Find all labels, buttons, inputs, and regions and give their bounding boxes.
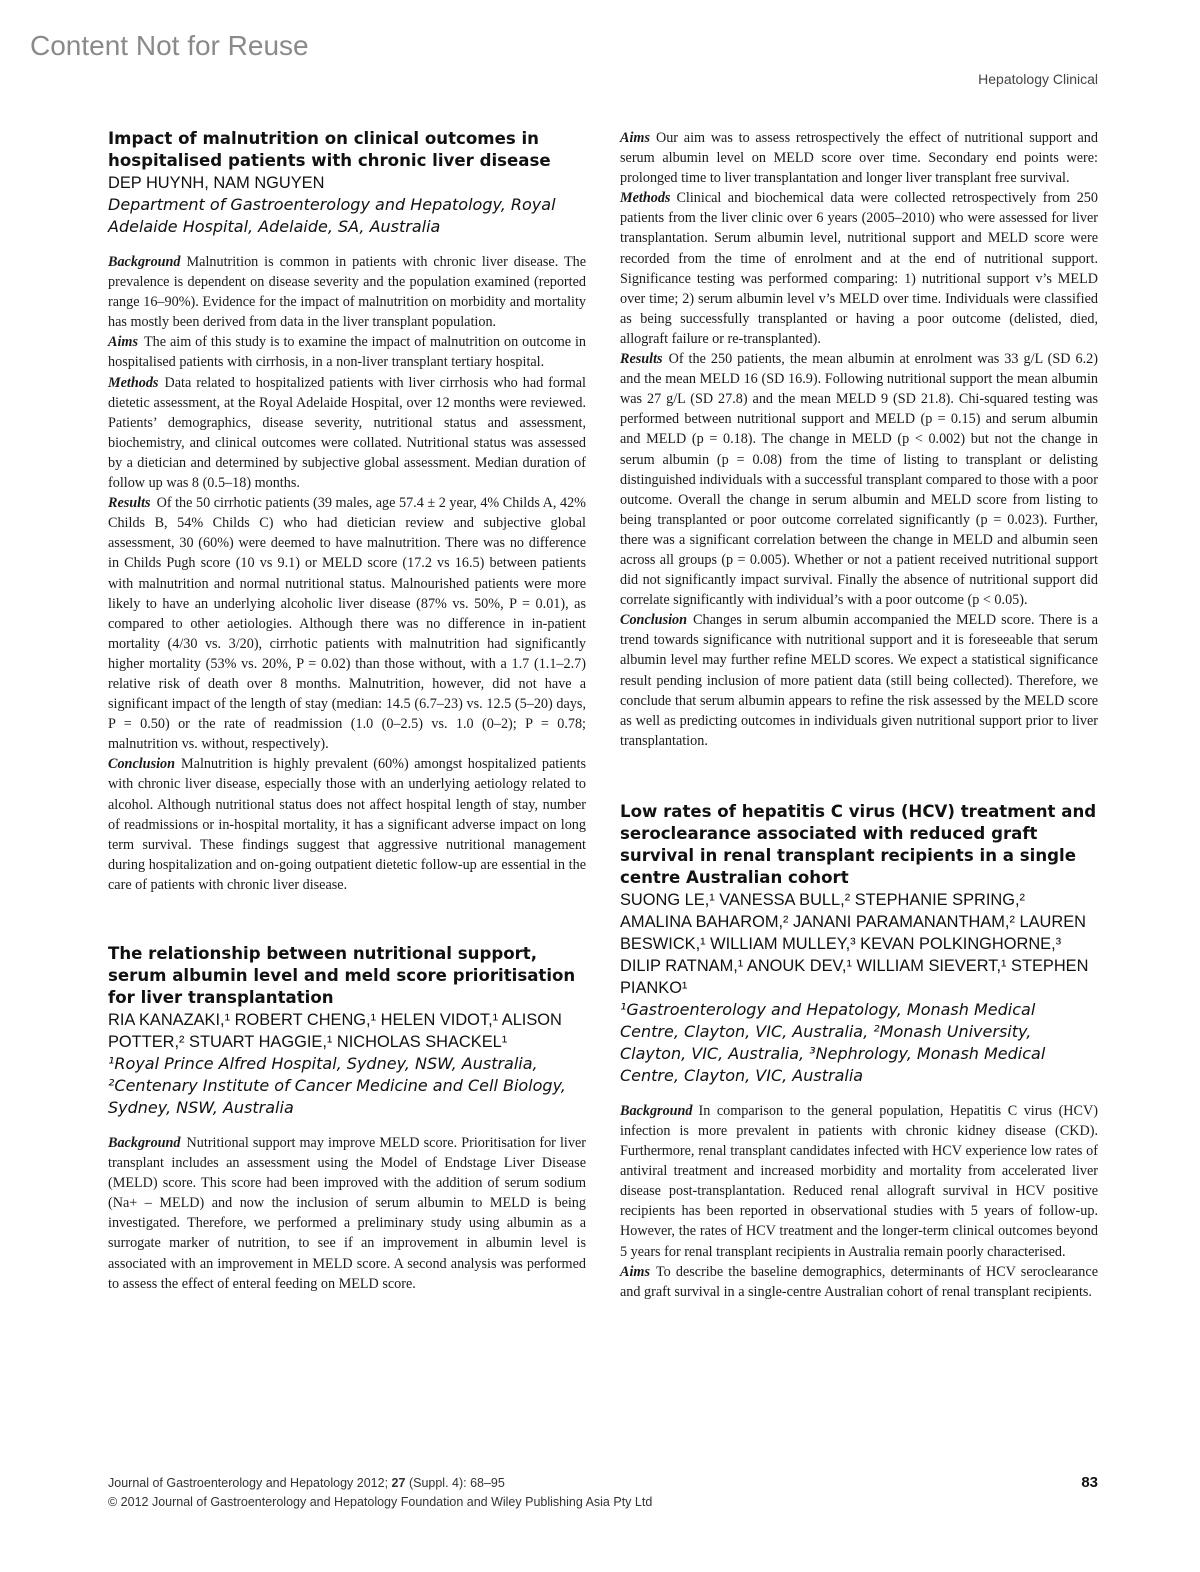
abstract-2-continued [620, 128, 1098, 751]
right-column [620, 128, 1098, 1302]
abstract-affiliation: ¹Gastroenterology and Hepatology, Monash Medical Centre, Clayton, VIC, Australia, ²Monash University, Clayton, VIC, Australia, ³Nephrology, Monash Medical Centre, Clayton, VIC, Australia [620, 999, 1046, 1085]
section-label: Methods [620, 190, 671, 207]
abstract-section [620, 1262, 1098, 1302]
section-label: Conclusion [108, 756, 176, 773]
abstract-section [108, 332, 586, 372]
spacer [108, 895, 586, 943]
abstract-section [108, 1133, 586, 1294]
abstract-affiliation: Department of Gastroenterology and Hepatology, Royal Adelaide Hospital, Adelaide, SA, Australia [108, 195, 556, 236]
section-text: Malnutrition is highly prevalent (60%) amongst hospitalized patients with chronic liver disease, especially those with an underlying aetiology related to alcohol. Although nutritional status does not affect hospital length of stay, number of readmissions or in-hospital mortality, it has a significant adverse impact on long term survival. These findings suggest that aggressive nutritional management during hospitalization and on-going outpatient dietetic follow-up are essential in the care of patients with chronic liver disease. [108, 756, 586, 893]
section-text: Of the 250 patients, the mean albumin at enrolment was 33 g/L (SD 6.2) and the mean MELD 16 (SD 16.9). Following nutritional support the mean albumin was 27 g/L (SD 27.8) and the mean MELD 9 (SD 21.8). Chi-squared testing was performed between nutritional support and MELD (p = 0.15) and serum albumin and MELD (p = 0.18). The change in MELD (p < 0.002) but not the change in serum albumin (p = 0.08) from the time of listing to transplant or delisting distinguished individuals with a successful transplant compared to those with a poor outcome. Overall the change in serum albumin and MELD score from listing to being transplanted or poor outcome correlated significantly (p = 0.023). Further, there was a significant correlation between the change in MELD and albumin seen across all groups (p = 0.005). Whether or not a patient received nutritional support did not significantly impact survival. Finally the absence of nutritional support did correlate significantly with individual’s with a poor outcome (p < 0.05). [620, 351, 1098, 609]
abstract-authors: SUONG LE,¹ VANESSA BULL,² STEPHANIE SPRING,² AMALINA BAHAROM,² JANANI PARAMANANTHAM,² LAUREN BESWICK,¹ WILLIAM MULLEY,³ KEVAN POLKINGHORNE,³ DILIP RATNAM,¹ ANOUK DEV,¹ WILLIAM SIEVERT,¹ STEPHEN PIANKO¹ [620, 890, 1089, 997]
abstract-section [108, 493, 586, 754]
abstract-section [620, 349, 1098, 610]
section-label: Aims [108, 334, 138, 351]
section-label: Background [108, 1135, 181, 1151]
section-text: Nutritional support may improve MELD score. Prioritisation for liver transplant includes an assessment using the Model of Endstage Liver Disease (MELD) score. This score had been improved with the addition of serum sodium (Na+ – MELD) and now the inclusion of serum albumin to MELD is being investigated. Therefore, we performed a preliminary study using albumin as a surrogate marker of nutrition, to see if an improvement in albumin level is associated with an improvement in MELD score. A second analysis was performed to assess the effect of enteral feeding on MELD score. [108, 1135, 586, 1292]
abstract-title: Low rates of hepatitis C virus (HCV) treatment and seroclearance associated with reduced graft survival in renal transplant recipients in a single centre Australian cohort [620, 801, 1097, 887]
section-text: To describe the baseline demographics, determinants of HCV seroclearance and graft survival in a single-centre Australian cohort of renal transplant recipients. [620, 1263, 1098, 1300]
abstract-affiliation: ¹Royal Prince Alfred Hospital, Sydney, NSW, Australia, ²Centenary Institute of Cancer Medicine and Cell Biology, Sydney, NSW, Australia [108, 1054, 566, 1117]
abstract-section [620, 188, 1098, 349]
abstract-section [620, 610, 1098, 751]
section-label: Results [620, 351, 663, 368]
abstract-section [108, 754, 586, 895]
section-label: Aims [620, 130, 650, 146]
abstract-title: The relationship between nutritional support, serum albumin level and meld score prioritisation for liver transplantation [108, 944, 576, 1007]
section-label: Background [108, 254, 181, 270]
copyright-notice: © 2012 Journal of Gastroenterology and Hepatology Foundation and Wiley Publishing Asia Pty Ltd [108, 1495, 653, 1509]
left-column [108, 128, 586, 1294]
abstract-title: Impact of malnutrition on clinical outcomes in hospitalised patients with chronic liver disease [108, 129, 551, 170]
abstract-authors: RIA KANAZAKI,¹ ROBERT CHENG,¹ HELEN VIDOT,¹ ALISON POTTER,² STUART HAGGIE,¹ NICHOLAS SHACKEL¹ [108, 1011, 562, 1051]
abstract-3 [620, 801, 1098, 1302]
section-text: Our aim was to assess retrospectively the effect of nutritional support and serum albumin level on MELD score over time. Secondary end points were: prolonged time to liver transplantation and longer liver transplant free survival. [620, 130, 1098, 187]
abstract-authors: DEP HUYNH, NAM NGUYEN [108, 174, 325, 192]
section-label: Results [108, 495, 151, 512]
section-text: Changes in serum albumin accompanied the MELD score. There is a trend towards significance with nutritional support and it is foreseeable that serum albumin level may further refine MELD scores. We expect a statistical significance result pending inclusion of more patient data (still being collected). Therefore, we conclude that serum albumin appears to refine the risk assessed by the MELD score as well as predicting outcomes in individuals given nutritional support prior to liver transplantation. [620, 612, 1098, 749]
journal-citation [108, 1476, 1098, 1490]
abstract-1 [108, 128, 586, 895]
section-label: Aims [620, 1263, 650, 1280]
watermark: Content Not for Reuse [30, 30, 309, 61]
journal-volume: 27 [391, 1476, 406, 1490]
section-text: Data related to hospitalized patients with liver cirrhosis who had formal dietetic assessment, at the Royal Adelaide Hospital, over 12 months were reviewed. Patients’ demographics, disease severity, nutritional status and assessment, biochemistry, and clinical outcomes were collated. Nutritional status was assessed by a dietician and determined by subjective global assessment. Median duration of follow up was 8 (0.5–18) months. [108, 374, 586, 492]
section-label: Conclusion [620, 612, 688, 629]
section-text: Malnutrition is common in patients with chronic liver disease. The prevalence is dependent on disease severity and the population examined (reported range 16–90%). Evidence for the impact of malnutrition on morbidity and mortality has mostly been derived from data in the liver transplant population. [108, 254, 586, 331]
section-text: Of the 50 cirrhotic patients (39 males, age 57.4 ± 2 year, 4% Childs A, 42% Childs B, 54% Childs C) who had dietician review and subjective global assessment, 30 (60%) were deemed to have malnutrition. There was no difference in Childs Pugh score (10 vs 9.1) or MELD score (17.2 vs 16.5) between patients with malnutrition and normal nutritional status. Malnourished patients were more likely to have an underlying alcoholic liver disease (87% vs. 50%, P = 0.01), as compared to other aetiologies. Although there was no difference in in-patient mortality (4/30 vs. 3/20), cirrhotic patients with malnutrition had significantly higher mortality (53% vs. 20%, P = 0.02) than those without, with a 1.7 (1.1–2.7) relative risk of death over 8 months. Malnutrition, however, did not have a significant impact of the length of stay (median: 14.5 (6.7–23) vs. 12.5 (5–20) days, P = 0.50) or the rate of readmission (1.0 (0–2.5) vs. 1.0 (0–2); P = 0.78; malnutrition vs. without, respectively). [108, 495, 586, 753]
section-text: The aim of this study is to examine the impact of malnutrition on outcome in hospitalised patients with cirrhosis, in a non-liver transplant tertiary hospital. [108, 334, 586, 371]
abstract-section [620, 1101, 1098, 1262]
abstract-2 [108, 943, 586, 1294]
section-text: Clinical and biochemical data were collected retrospectively from 250 patients from the liver clinic over 6 years (2005–2010) who were assessed for liver transplantation. Serum albumin level, nutritional support and MELD score were recorded from the time of enrolment and at the end of nutritional support. Significance testing was performed comparing: 1) nutritional support v’s MELD over time; 2) serum albumin level v’s MELD over time. Individuals were classified as being successfully transplanted or having a poor outcome (delisted, died, allograft failure or re-transplanted). [620, 190, 1098, 347]
abstract-section [108, 373, 586, 494]
journal-name: Journal of Gastroenterology and Hepatology 2012; [108, 1476, 389, 1490]
abstract-section [108, 252, 586, 332]
journal-pages: (Suppl. 4): 68–95 [408, 1476, 505, 1490]
abstract-section [620, 128, 1098, 188]
running-head: Hepatology Clinical [978, 71, 1098, 87]
page-number: 83 [1081, 1474, 1098, 1491]
section-text: In comparison to the general population, Hepatitis C virus (HCV) infection is more prevalent in patients with chronic kidney disease (CKD). Furthermore, renal transplant candidates infected with HCV experience low rates of antiviral treatment and increased morbidity and mortality from accelerated liver disease post-transplantation. Reduced renal allograft survival in HCV positive recipients has been reported in observational studies with 5 years of follow-up. However, the rates of HCV treatment and the longer-term clinical outcomes beyond 5 years for renal transplant recipients in Australia remain poorly characterised. [620, 1102, 1098, 1260]
spacer [620, 751, 1098, 801]
section-label: Methods [108, 374, 159, 391]
section-label: Background [620, 1102, 693, 1119]
